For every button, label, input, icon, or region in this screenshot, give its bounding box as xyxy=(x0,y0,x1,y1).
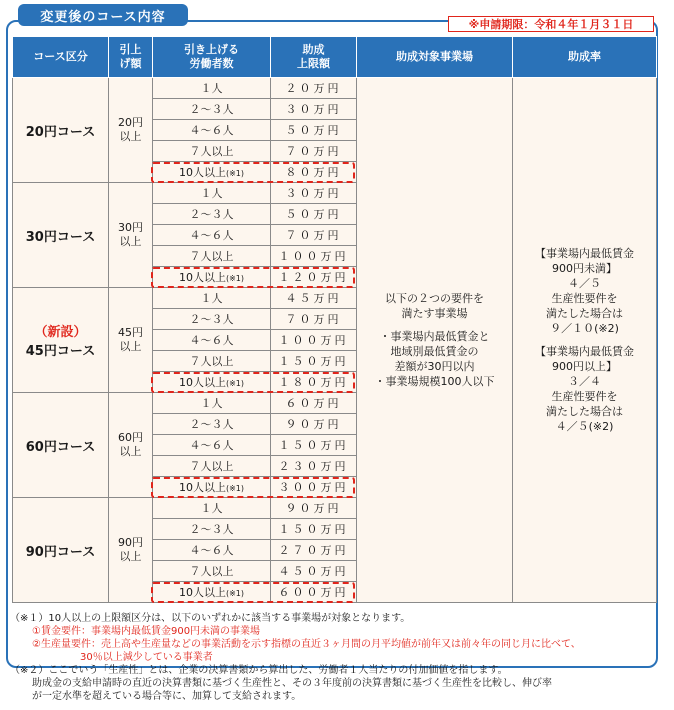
worker-count: ４～６人 xyxy=(153,330,271,351)
limit-amount: ６００万円 xyxy=(271,582,357,603)
header-raise: 引上 げ額 xyxy=(109,37,153,78)
new-badge: （新設） xyxy=(34,325,87,340)
application-deadline: ※申請期限：令和４年１月３１日 xyxy=(448,16,654,32)
limit-amount: １５０万円 xyxy=(271,351,357,372)
limit-amount: １２０万円 xyxy=(271,267,357,288)
worker-count: 10人以上(※1) xyxy=(153,162,271,183)
worker-count: ４～６人 xyxy=(153,225,271,246)
limit-amount: １５０万円 xyxy=(271,435,357,456)
raise-amount: 90円 以上 xyxy=(109,498,153,603)
worker-count: １人 xyxy=(153,393,271,414)
limit-amount: ２７０万円 xyxy=(271,540,357,561)
header-rate: 助成率 xyxy=(513,37,657,78)
raise-amount: 45円 以上 xyxy=(109,288,153,393)
limit-amount: １８０万円 xyxy=(271,372,357,393)
worker-count: ４～６人 xyxy=(153,435,271,456)
limit-amount: ６０万円 xyxy=(271,393,357,414)
limit-amount: ５０万円 xyxy=(271,204,357,225)
worker-count: 10人以上(※1) xyxy=(153,372,271,393)
worker-count: ４～６人 xyxy=(153,540,271,561)
note-2a: 助成金の支給申請時の直近の決算書類に基づく生産性と、その３年度前の決算書類に基づく生産性を比較し、伸び率 xyxy=(32,678,552,689)
header-limit: 助成 上限額 xyxy=(271,37,357,78)
limit-amount: ３０万円 xyxy=(271,99,357,120)
worker-count: 10人以上(※1) xyxy=(153,582,271,603)
limit-amount: ３００万円 xyxy=(271,477,357,498)
limit-amount: ８０万円 xyxy=(271,162,357,183)
limit-amount: ２３０万円 xyxy=(271,456,357,477)
worker-count: ７人以上 xyxy=(153,351,271,372)
course-name: 20円コース xyxy=(13,78,109,183)
footnotes xyxy=(10,612,660,703)
worker-count: ７人以上 xyxy=(153,561,271,582)
worker-count: 10人以上(※1) xyxy=(153,477,271,498)
worker-count: ７人以上 xyxy=(153,246,271,267)
limit-amount: ９０万円 xyxy=(271,498,357,519)
limit-amount: ４５０万円 xyxy=(271,561,357,582)
worker-count: 10人以上(※1) xyxy=(153,267,271,288)
note-1b: ②生産量要件：売上高や生産量などの事業活動を示す指標の直近３ヶ月間の月平均値が前年又は前々年の同じ月に比べて、 xyxy=(32,639,581,650)
limit-amount: ２０万円 xyxy=(271,78,357,99)
target-business-text: 以下の２つの要件を 満たす事業場 ・事業場内最低賃金と 地域別最低賃金の 差額が30円以内 ・事業場規模100人以下 xyxy=(357,78,513,603)
limit-amount: ７０万円 xyxy=(271,141,357,162)
limit-amount: ７０万円 xyxy=(271,225,357,246)
worker-count: ７人以上 xyxy=(153,456,271,477)
limit-amount: ７０万円 xyxy=(271,309,357,330)
note-1: （※１）10人以上の上限額区分は、以下のいずれかに該当する事業場が対象となります。 xyxy=(10,613,411,624)
course-name: 90円コース xyxy=(13,498,109,603)
course-name: （新設） 45円コース xyxy=(13,288,109,393)
limit-amount: １００万円 xyxy=(271,246,357,267)
limit-amount: ５０万円 xyxy=(271,120,357,141)
worker-count: １人 xyxy=(153,78,271,99)
worker-count: １人 xyxy=(153,498,271,519)
worker-count: ４～６人 xyxy=(153,120,271,141)
note-2: （※２）ここでいう「生産性」とは、企業の決算書類から算出した、労働者１人当たりの付加価値を指します。 xyxy=(10,665,508,676)
course-name: 60円コース xyxy=(13,393,109,498)
course-name: 30円コース xyxy=(13,183,109,288)
limit-amount: １５０万円 xyxy=(271,519,357,540)
table-header-row xyxy=(13,37,657,78)
worker-count: ７人以上 xyxy=(153,141,271,162)
worker-count: ２～３人 xyxy=(153,204,271,225)
limit-amount: ３０万円 xyxy=(271,183,357,204)
header-target: 助成対象事業場 xyxy=(357,37,513,78)
note-1c: 30％以上減少している事業者 xyxy=(80,652,213,663)
worker-count: １人 xyxy=(153,288,271,309)
worker-count: ２～３人 xyxy=(153,519,271,540)
note-1a: ①賃金要件：事業場内最低賃金900円未満の事業場 xyxy=(32,626,261,637)
limit-amount: ４５万円 xyxy=(271,288,357,309)
worker-count: ２～３人 xyxy=(153,414,271,435)
table-row xyxy=(13,78,657,99)
worker-count: ２～３人 xyxy=(153,99,271,120)
course-table xyxy=(12,36,657,603)
worker-count: １人 xyxy=(153,183,271,204)
worker-count: ２～３人 xyxy=(153,309,271,330)
raise-amount: 30円 以上 xyxy=(109,183,153,288)
raise-amount: 20円 以上 xyxy=(109,78,153,183)
header-workers: 引き上げる 労働者数 xyxy=(153,37,271,78)
section-title-tag: 変更後のコース内容 xyxy=(18,4,188,26)
raise-amount: 60円 以上 xyxy=(109,393,153,498)
header-course: コース区分 xyxy=(13,37,109,78)
limit-amount: ９０万円 xyxy=(271,414,357,435)
note-2b: が一定水準を超えている場合等に、加算して支給されます。 xyxy=(32,691,302,702)
limit-amount: １００万円 xyxy=(271,330,357,351)
subsidy-rate-text: 【事業場内最低賃金 900円未満】 ４／５ 生産性要件を 満たした場合は ９／１０(※2) 【事業場内最低賃金 900円以上】 ３／４ 生産性要件を 満たした場合は ４／５(※2) xyxy=(513,78,657,603)
